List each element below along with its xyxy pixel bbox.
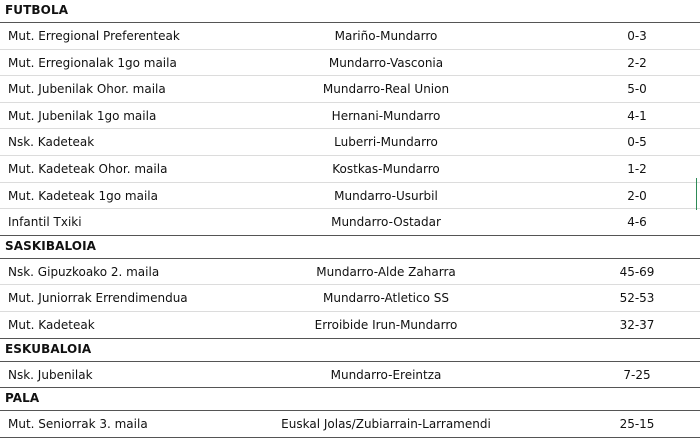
score-cell: 5-0: [627, 82, 647, 97]
score-cell: 2-2: [627, 55, 647, 70]
score-cell: 4-1: [627, 108, 647, 123]
match-cell: Luberri-Mundarro: [334, 135, 438, 150]
table-row: [0, 129, 700, 156]
category-cell: Infantil Txiki: [8, 215, 82, 230]
match-cell: Hernani-Mundarro: [331, 108, 441, 123]
match-cell: Euskal Jolas/Zubiarrain-Larramendi: [281, 417, 491, 432]
score-cell: 4-6: [627, 215, 647, 230]
category-cell: Nsk. Gipuzkoako 2. maila: [8, 264, 160, 279]
score-cell: 52-53: [619, 291, 655, 306]
category-cell: Mut. Jubenilak Ohor. maila: [8, 82, 166, 97]
section-saskibaloia: [0, 236, 700, 339]
score-cell: 1-2: [627, 161, 647, 176]
match-cell: Mundarro-Ereintza: [330, 367, 442, 382]
section-title: SASKIBALOIA: [0, 236, 700, 259]
score-cell: 0-3: [627, 29, 647, 43]
category-cell: Mut. Kadeteak 1go maila: [8, 188, 158, 203]
table-row: [0, 285, 700, 312]
category-cell: Mut. Kadeteak: [8, 317, 95, 332]
score-cell: 7-25: [623, 367, 651, 382]
table-row: [0, 50, 700, 77]
category-cell: Mut. Seniorrak 3. maila: [8, 417, 148, 432]
match-cell: Mundarro-Atletico SS: [322, 291, 450, 306]
category-cell: Nsk. Jubenilak: [8, 367, 93, 382]
table-row: [0, 156, 700, 183]
section-title: FUTBOLA: [0, 0, 700, 23]
match-cell: Mundarro-Ostadar: [331, 215, 441, 230]
match-cell: Mundarro-Alde Zaharra: [316, 264, 456, 279]
score-cell: 0-5: [627, 135, 647, 150]
table-row: [0, 23, 700, 50]
match-cell: Mundarro-Usurbil: [334, 188, 438, 203]
section-title: PALA: [0, 388, 700, 411]
category-cell: Mut. Juniorrak Errendimendua: [8, 291, 188, 306]
category-cell: Nsk. Kadeteak: [8, 135, 95, 150]
category-cell: Mut. Kadeteak Ohor. maila: [8, 161, 168, 176]
table-row: [0, 259, 700, 286]
category-cell: Mut. Erregionalak 1go maila: [8, 55, 177, 70]
category-cell: Mut. Erregional Preferenteak: [8, 29, 180, 43]
table-row: [0, 362, 700, 389]
edge-marker: [696, 178, 697, 210]
category-cell: Mut. Jubenilak 1go maila: [8, 108, 157, 123]
table-row: [0, 312, 700, 339]
score-cell: 2-0: [627, 188, 647, 203]
match-cell: Mariño-Mundarro: [334, 29, 438, 43]
match-cell: Erroibide Irun-Mundarro: [314, 317, 458, 332]
table-row: [0, 411, 700, 438]
section-title: ESKUBALOIA: [0, 339, 700, 362]
section-pala: [0, 388, 700, 438]
match-cell: Kostkas-Mundarro: [332, 161, 440, 176]
table-row: [0, 183, 700, 210]
section-eskubaloia: [0, 339, 700, 389]
match-cell: Mundarro-Real Union: [322, 82, 450, 97]
score-cell: 25-15: [619, 417, 655, 432]
table-row: [0, 103, 700, 130]
match-cell: Mundarro-Vasconia: [328, 55, 444, 70]
table-row: [0, 209, 700, 236]
table-row: [0, 76, 700, 103]
score-cell: 45-69: [619, 264, 655, 279]
score-cell: 32-37: [619, 317, 655, 332]
